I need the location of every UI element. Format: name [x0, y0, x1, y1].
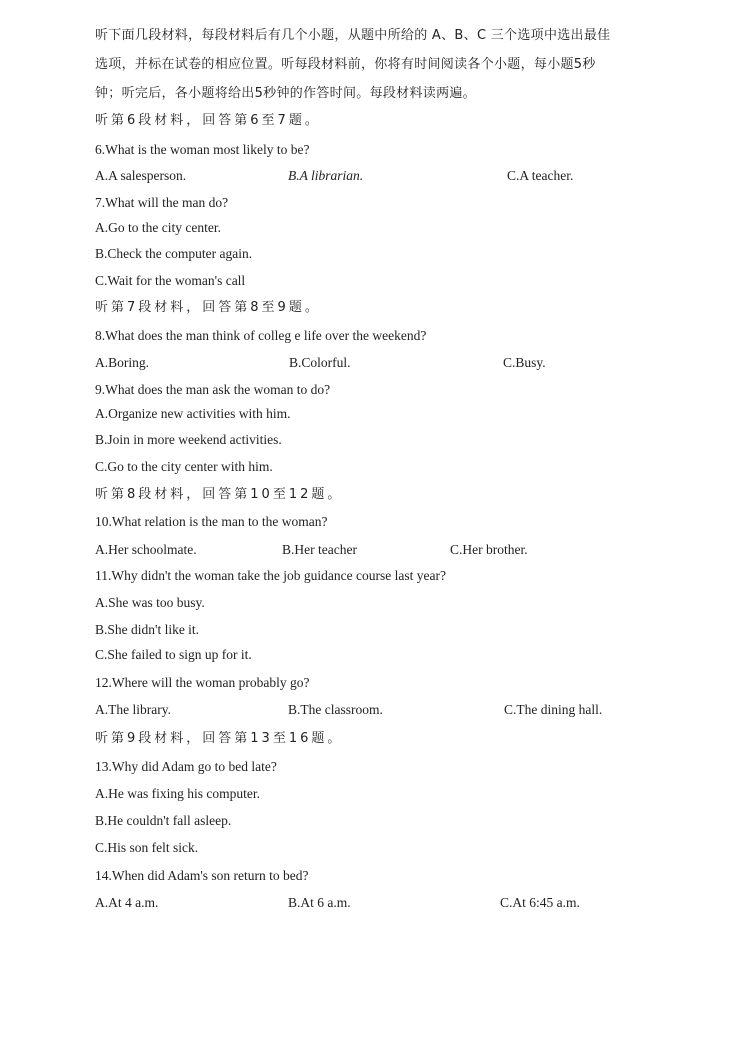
question-7-option-c: C.Wait for the woman's call [95, 273, 246, 288]
question-6-option-b: B.A librarian. [288, 168, 364, 183]
question-6-stem: 6.What is the woman most likely to be? [95, 142, 310, 157]
intro-line-3: 钟；听完后，各小题将给出5秒钟的作答时间。每段材料读两遍。 [95, 86, 476, 101]
intro-line-1: 听下面几段材料，每段材料后有几个小题，从题中所给的 A、B、C 三个选项中选出最佳 [95, 28, 611, 43]
question-11-option-b: B.She didn't like it. [95, 622, 200, 637]
question-11-option-c: C.She failed to sign up for it. [95, 647, 252, 662]
question-10-option-c: C.Her brother. [450, 542, 528, 557]
question-9-option-c: C.Go to the city center with him. [95, 459, 273, 474]
question-12-option-a: A.The library. [95, 702, 171, 717]
question-7-stem: 7.What will the man do? [95, 195, 229, 210]
section-heading-8: 听第8段材料，回答第10至12题。 [95, 487, 344, 502]
question-6-option-c: C.A teacher. [507, 168, 574, 183]
question-8-option-c: C.Busy. [503, 355, 546, 370]
question-6-option-a: A.A salesperson. [95, 168, 187, 183]
question-11-stem: 11.Why didn't the woman take the job guidance course last year? [95, 568, 446, 583]
question-13-option-a: A.He was fixing his computer. [95, 786, 260, 801]
question-7-option-b: B.Check the computer again. [95, 246, 253, 261]
question-14-option-c: C.At 6:45 a.m. [500, 895, 580, 910]
question-14-stem: 14.When did Adam's son return to bed? [95, 868, 309, 883]
question-10-option-b: B.Her teacher [282, 542, 357, 557]
question-11-option-a: A.She was too busy. [95, 595, 205, 610]
question-13-option-b: B.He couldn't fall asleep. [95, 813, 232, 828]
question-12-stem: 12.Where will the woman probably go? [95, 675, 310, 690]
question-14-option-a: A.At 4 a.m. [95, 895, 159, 910]
question-13-stem: 13.Why did Adam go to bed late? [95, 759, 277, 774]
section-heading-6: 听第6段材料，回答第6至7题。 [95, 113, 321, 128]
question-9-option-a: A.Organize new activities with him. [95, 406, 291, 421]
question-8-option-b: B.Colorful. [289, 355, 351, 370]
question-14-option-b: B.At 6 a.m. [288, 895, 351, 910]
section-heading-9: 听第9段材料，回答第13至16题。 [95, 731, 344, 746]
section-heading-7: 听第7段材料，回答第8至9题。 [95, 300, 321, 315]
question-8-option-a: A.Boring. [95, 355, 149, 370]
question-8-stem: 8.What does the man think of colleg e life over the weekend? [95, 328, 427, 343]
question-12-option-b: B.The classroom. [288, 702, 383, 717]
question-9-option-b: B.Join in more weekend activities. [95, 432, 282, 447]
question-10-option-a: A.Her schoolmate. [95, 542, 197, 557]
question-9-stem: 9.What does the man ask the woman to do? [95, 382, 331, 397]
question-12-option-c: C.The dining hall. [504, 702, 603, 717]
question-13-option-c: C.His son felt sick. [95, 840, 199, 855]
intro-line-2: 选项，并标在试卷的相应位置。听每段材料前，你将有时间阅读各个小题，每小题5秒 [95, 57, 596, 72]
question-7-option-a: A.Go to the city center. [95, 220, 221, 235]
question-10-stem: 10.What relation is the man to the woman? [95, 514, 328, 529]
